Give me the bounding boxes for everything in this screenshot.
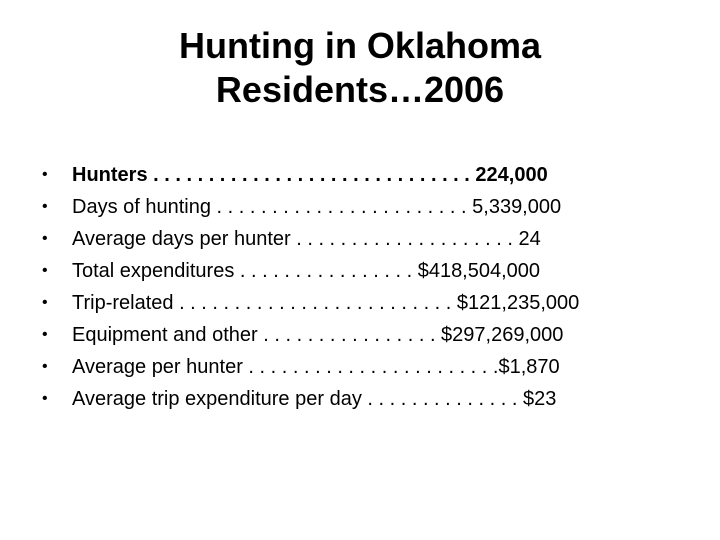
slide-title	[0, 24, 720, 112]
bullet-icon: •	[42, 294, 48, 311]
bullet-item-days-of-hunting	[0, 191, 720, 223]
bullet-text: Equipment and other . . . . . . . . . . . . . . . . $297,269,000	[72, 324, 564, 346]
bullet-text: Average days per hunter . . . . . . . . . . . . . . . . . . . . 24	[72, 228, 541, 250]
bullet-icon: •	[42, 198, 48, 215]
bullet-item-hunters	[0, 159, 720, 191]
bullet-item-average-trip-expenditure	[0, 383, 720, 415]
bullet-item-equipment	[0, 319, 720, 351]
bullet-icon: •	[42, 358, 48, 375]
bullet-text: Days of hunting . . . . . . . . . . . . . . . . . . . . . . . 5,339,000	[72, 196, 562, 218]
bullet-icon: •	[42, 390, 48, 407]
bullet-text: Trip-related . . . . . . . . . . . . . . . . . . . . . . . . . $121,235,000	[72, 292, 580, 314]
bullet-text: Hunters . . . . . . . . . . . . . . . . . . . . . . . . . . . . . 224,000	[72, 164, 548, 186]
bullet-text: Average trip expenditure per day . . . . . . . . . . . . . . $23	[72, 388, 557, 410]
bullet-item-trip-related	[0, 287, 720, 319]
bullet-item-average-days	[0, 223, 720, 255]
bullet-icon: •	[42, 326, 48, 343]
bullet-icon: •	[42, 230, 48, 247]
slide-title-line-2: Residents…2006	[215, 69, 505, 110]
bullet-list	[0, 159, 720, 415]
bullet-text: Total expenditures . . . . . . . . . . . . . . . . $418,504,000	[72, 260, 541, 282]
bullet-item-total-expenditures	[0, 255, 720, 287]
bullet-icon: •	[42, 262, 48, 279]
slide-title-line-1: Hunting in Oklahoma	[178, 25, 541, 66]
bullet-icon: •	[42, 166, 48, 183]
bullet-text: Average per hunter . . . . . . . . . . . . . . . . . . . . . . .$1,870	[72, 356, 560, 378]
bullet-item-average-per-hunter	[0, 351, 720, 383]
